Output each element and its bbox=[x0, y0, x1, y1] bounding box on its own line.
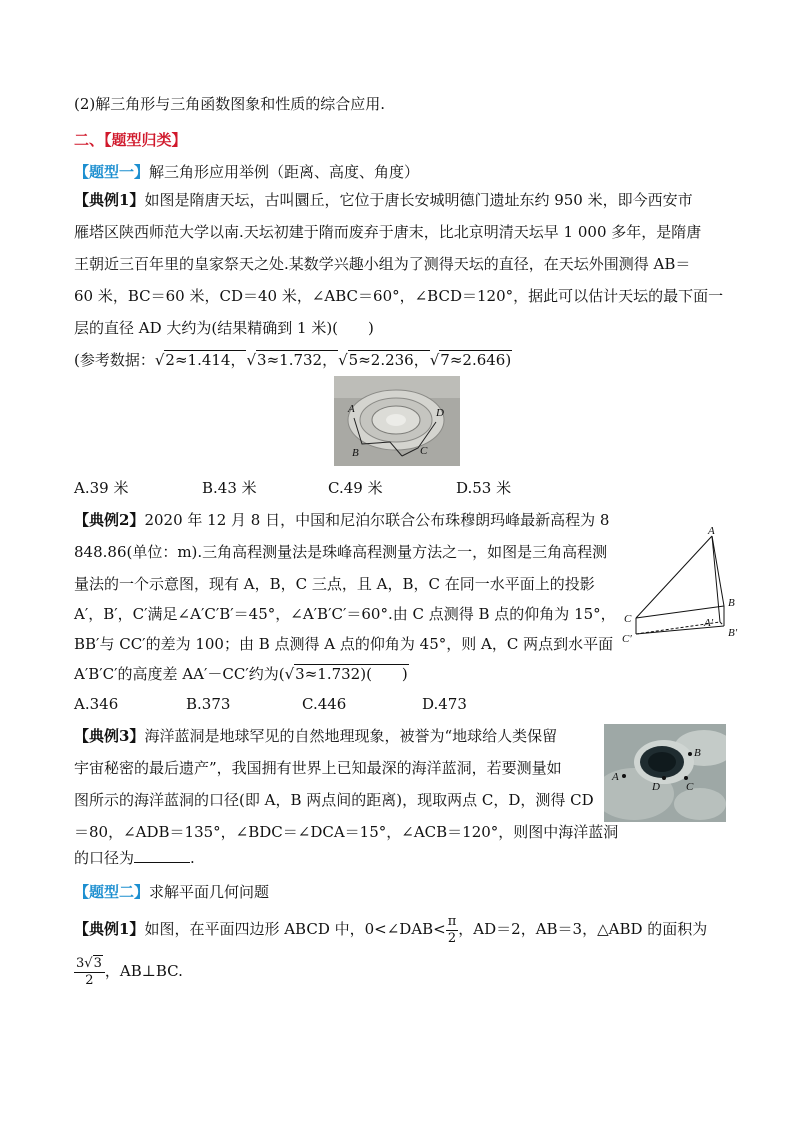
temple-label-d: D bbox=[436, 407, 444, 419]
diagram-label-a: A bbox=[708, 526, 715, 537]
ex2-line-2: 848.86(单位：m).三角高程测量法是珠峰高程测量方法之一，如图是三角高程测 bbox=[74, 543, 608, 561]
type2-tag: 【题型二】 bbox=[74, 883, 150, 901]
ex2-line-3: 量法的一个示意图，现有 A，B，C 三点，且 A，B，C 在同一水平面上的投影 bbox=[74, 575, 595, 593]
diagram-label-b-prime: B′ bbox=[728, 627, 738, 639]
diagram-label-a-prime: A′ bbox=[704, 617, 714, 629]
ex2-line-6: A′B′C′的高度差 AA′－CC′约为(√3≈1.732)( ) bbox=[74, 665, 408, 683]
hole-label-d: D bbox=[652, 781, 660, 793]
elevation-diagram bbox=[620, 526, 744, 650]
ex2-line-5: BB′与 CC′的差为 100；由 B 点测得 A 点的仰角为 45°，则 A，C 两点到水平面 bbox=[74, 635, 614, 653]
ex2-option-d: D.473 bbox=[422, 695, 467, 713]
ex1-line-5: 层的直径 AD 大约为(结果精确到 1 米)( ) bbox=[74, 319, 374, 337]
blue-hole-illustration bbox=[604, 724, 726, 822]
type1-tag: 【题型一】 bbox=[74, 163, 150, 181]
section-prefix: 二、 bbox=[74, 131, 105, 149]
diagram-label-c-prime: C′ bbox=[622, 633, 632, 645]
type2-title: 求解平面几何问题 bbox=[149, 883, 270, 901]
ex2-line-4: A′，B′，C′满足∠A′C′B′＝45°，∠A′B′C′＝60°.由 C 点测得 B 点的仰角为 15°， bbox=[74, 605, 616, 623]
temple-label-c: C bbox=[420, 445, 428, 457]
type1-heading bbox=[74, 162, 419, 182]
ex2-option-c: C.446 bbox=[302, 695, 347, 713]
ex1-line-4: 60 米，BC＝60 米，CD＝40 米，∠ABC＝60°，∠BCD＝120°，据此可以估计天坛的最下面一 bbox=[74, 287, 724, 305]
type2-ex1-tag: 【典例1】 bbox=[74, 920, 145, 938]
ex2-tag: 【典例2】 bbox=[74, 511, 145, 529]
ex1-line-2: 雁塔区陕西师范大学以南.天坛初建于隋而废弃于唐末，比北京明清天坛早 1 000 多年，是隋唐 bbox=[74, 223, 702, 241]
ex3-line-3: 图所示的海洋蓝洞的口径(即 A，B 两点间的距离)，现取两点 C，D，测得 CD bbox=[74, 791, 594, 809]
answer-blank[interactable] bbox=[134, 848, 190, 863]
ex1-line-3: 王朝近三百年里的皇家祭天之处.某数学兴趣小组为了测得天坛的直径，在天坛外围测得 AB＝ bbox=[74, 255, 691, 273]
ex1-tag: 【典例1】 bbox=[74, 191, 145, 209]
blue-hole-photo bbox=[604, 724, 726, 822]
ex1-line-1: 【典例1】如图是隋唐天坛，古叫圜丘，它位于唐长安城明德门遗址东约 950 米，即今西安市 bbox=[74, 191, 693, 209]
temple-illustration bbox=[334, 376, 460, 466]
temple-label-a: A bbox=[348, 403, 355, 415]
ex3-line-2: 宇宙秘密的最后遗产”，我国拥有世界上已知最深的海洋蓝洞，若要测量如 bbox=[74, 759, 562, 777]
section-heading bbox=[74, 130, 187, 150]
diagram-label-b: B bbox=[728, 597, 735, 609]
ex3-tag: 【典例3】 bbox=[74, 727, 145, 745]
temple-photo bbox=[334, 376, 460, 466]
ex2-option-b: B.373 bbox=[186, 695, 231, 713]
ex3-line-1: 【典例3】海洋蓝洞是地球罕见的自然地理现象，被誉为“地球给人类保留 bbox=[74, 727, 558, 745]
type2-heading bbox=[74, 882, 269, 902]
ex1-option-a: A.39 米 bbox=[74, 479, 129, 497]
intro-line: (2)解三角形与三角函数图象和性质的综合应用. bbox=[74, 95, 386, 113]
area-fraction: $\frac{3√3}{2}$ bbox=[74, 956, 105, 989]
ex2-option-a: A.346 bbox=[74, 695, 119, 713]
ex1-reference: (参考数据：√2≈1.414，√3≈1.732，√5≈2.236，√7≈2.646) bbox=[74, 351, 512, 369]
ex1-option-d: D.53 米 bbox=[456, 479, 512, 497]
hole-label-a: A bbox=[612, 771, 619, 783]
type2-ex1-line-1: 【典例1】如图，在平面四边形 ABCD 中，0<∠DAB< $\frac{\pi}{2}$ ，AD＝2，AB＝3，△ABD 的面积为 bbox=[74, 913, 708, 946]
ex3-line-4: ＝80，∠ADB＝135°，∠BDC＝∠DCA＝15°，∠ACB＝120°，则图中海洋蓝洞 bbox=[74, 823, 619, 841]
pi-over-two: $\frac{\pi}{2}$ bbox=[447, 913, 457, 946]
ex1-option-c: C.49 米 bbox=[328, 479, 383, 497]
hole-label-c: C bbox=[686, 781, 694, 793]
ex3-line-5: 的口径为 . bbox=[74, 849, 195, 867]
temple-label-b: B bbox=[352, 447, 359, 459]
ex1-option-b: B.43 米 bbox=[202, 479, 257, 497]
diagram-label-c: C bbox=[624, 613, 632, 625]
type2-ex1-line-2: $\frac{3√3}{2}$ ，AB⊥BC. bbox=[76, 955, 183, 988]
hole-label-b: B bbox=[694, 747, 701, 759]
type1-title: 解三角形应用举例（距离、高度、角度） bbox=[149, 163, 420, 181]
ex2-line-1: 【典例2】2020 年 12 月 8 日，中国和尼泊尔联合公布珠穆朗玛峰最新高程为 8 bbox=[74, 511, 610, 529]
section-title: 【题型归类】 bbox=[104, 131, 187, 149]
